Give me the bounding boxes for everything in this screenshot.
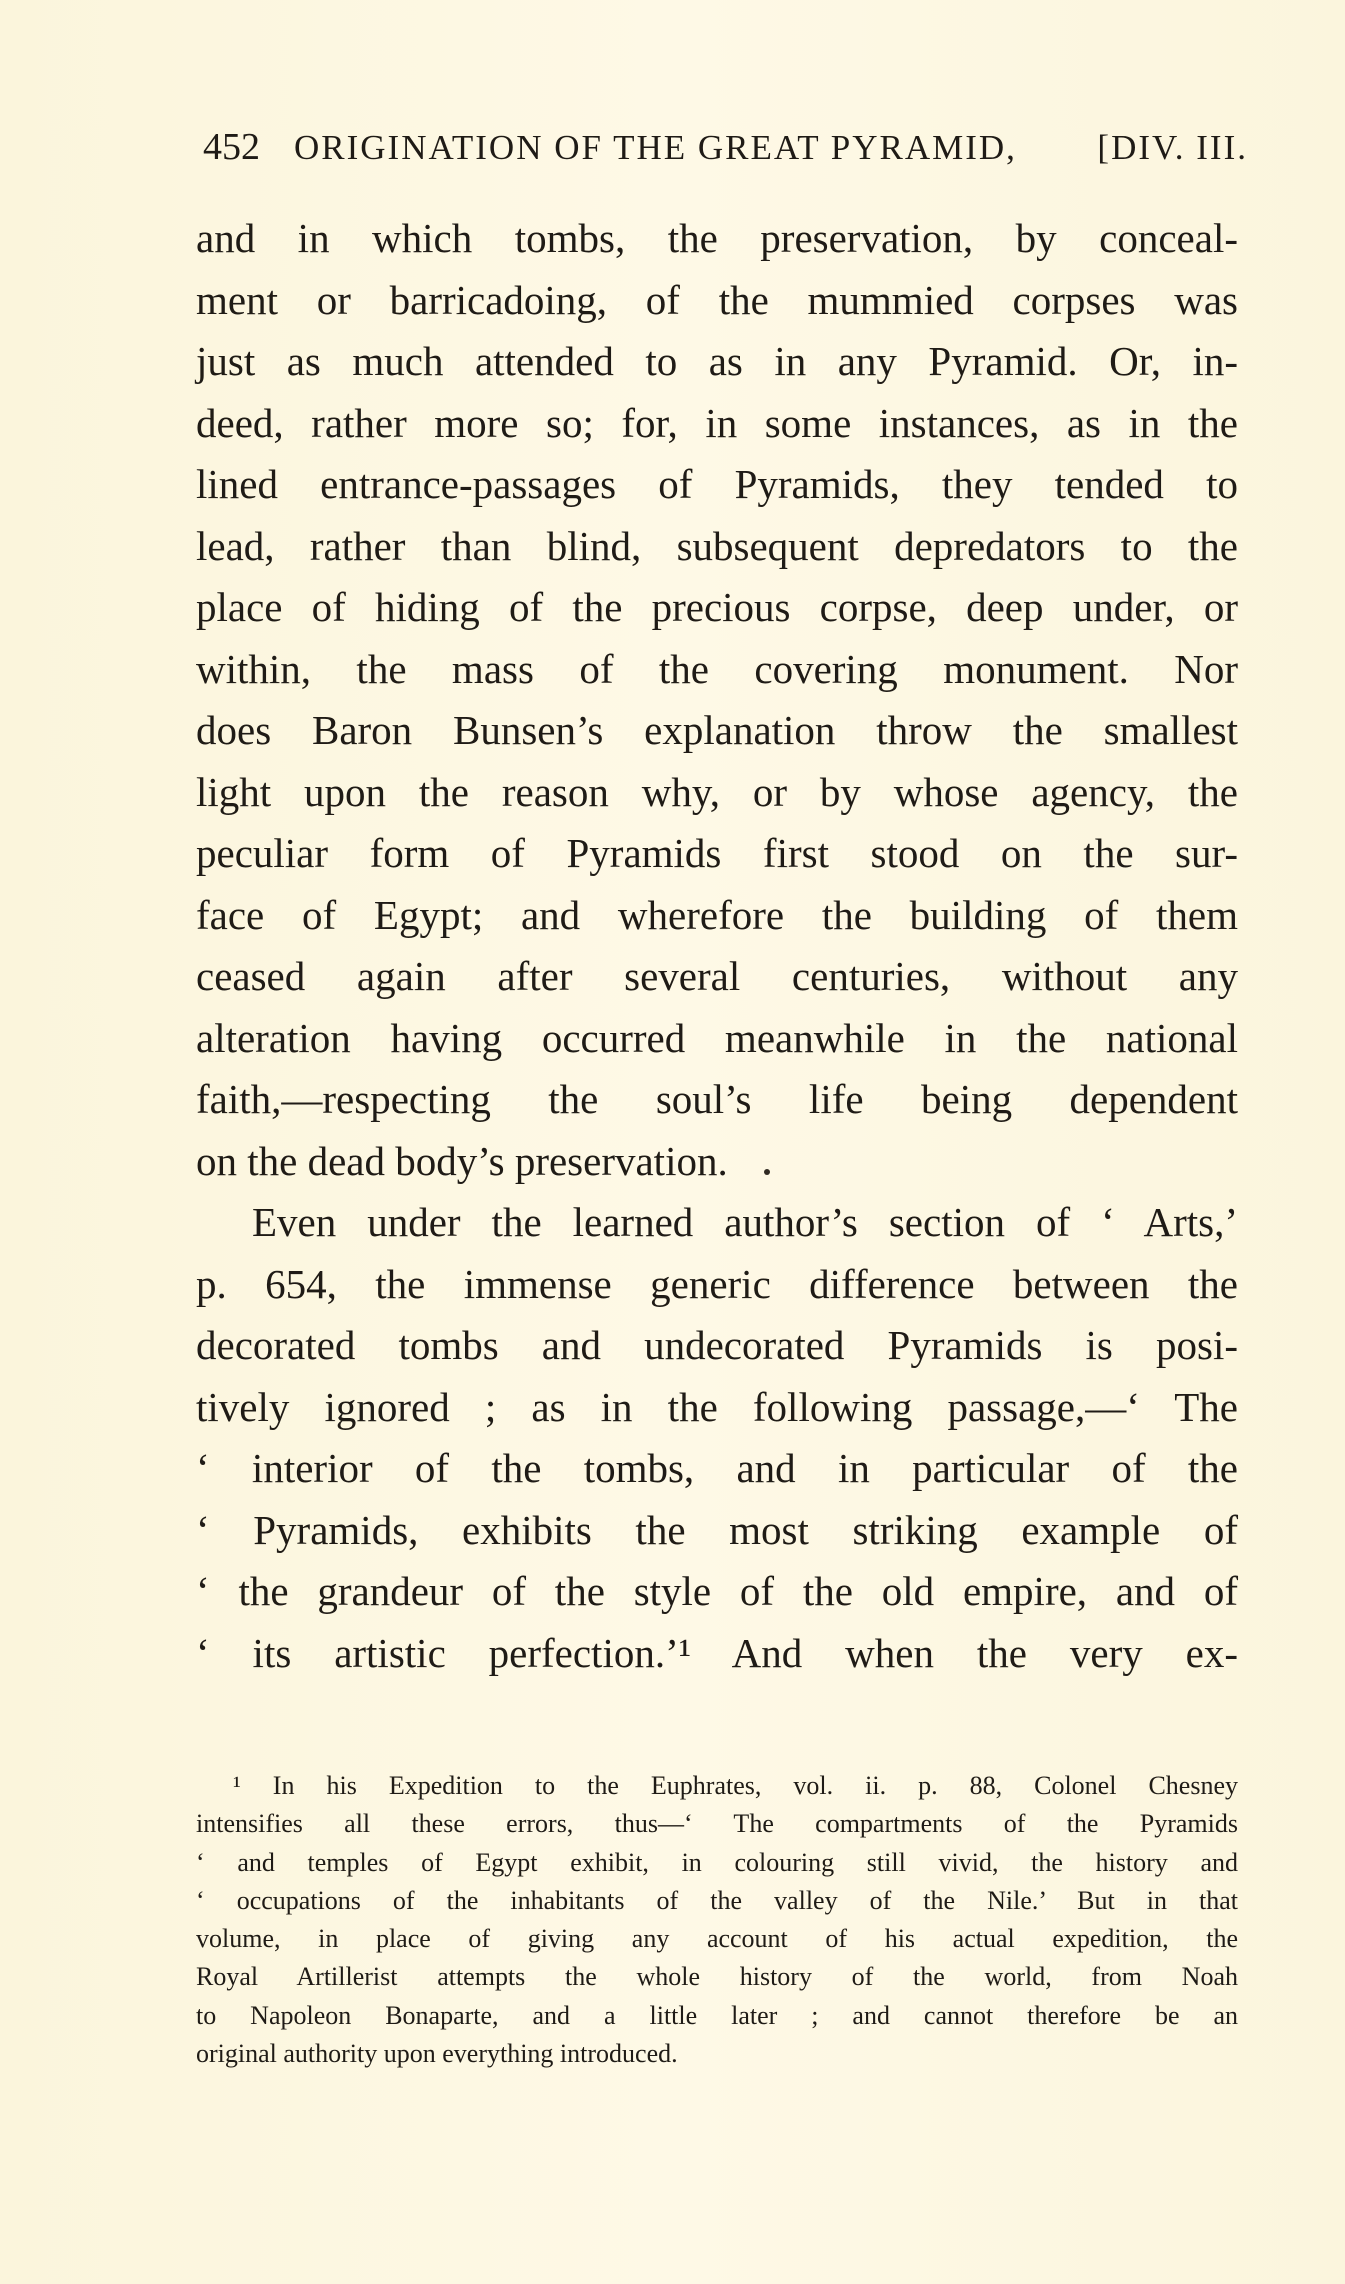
page-number: 452	[203, 126, 260, 168]
text-line-20: tively ignored ; as in the following passage,—‘ The	[196, 1383, 1238, 1430]
footnote-line-7: to Napoleon Bonaparte, and a little later ; and cannot therefore be an	[196, 2000, 1238, 2030]
text-line-16-text: on the dead body’s preservation.	[196, 1137, 728, 1184]
footnote-block	[196, 1767, 1238, 2073]
text-line-19: decorated tombs and undecorated Pyramids is posi-	[196, 1322, 1238, 1368]
text-line-7: place of hiding of the precious corpse, deep under, or	[196, 584, 1238, 630]
footnote-line-4: ‘ occupations of the inhabitants of the valley of the Nile.’ But in that	[196, 1885, 1238, 1915]
text-line-15: faith,—respecting the soul’s life being dependent	[196, 1076, 1238, 1122]
text-line-11: peculiar form of Pyramids first stood on the sur-	[196, 830, 1238, 876]
footnote-line-5: volume, in place of giving any account of his actual expedition, the	[196, 1924, 1238, 1954]
division-label: [DIV. III.	[1097, 128, 1248, 167]
text-line-10: light upon the reason why, or by whose agency, the	[196, 768, 1238, 815]
text-line-13: ceased again after several centuries, without any	[196, 953, 1238, 999]
text-line-8: within, the mass of the covering monument. Nor	[196, 645, 1238, 692]
text-line-18: p. 654, the immense generic difference between the	[196, 1260, 1238, 1307]
text-line-1: and in which tombs, the preservation, by conceal-	[196, 215, 1238, 261]
main-text	[196, 208, 1238, 1684]
footnote-line-2: intensifies all these errors, thus—‘ The compartments of the Pyramids	[196, 1809, 1238, 1839]
text-line-22: ‘ Pyramids, exhibits the most striking example of	[196, 1506, 1238, 1553]
text-line-21: ‘ interior of the tombs, and in particular of the	[196, 1445, 1238, 1491]
text-line-16	[196, 1131, 1238, 1193]
text-line-2: ment or barricadoing, of the mummied corpses was	[196, 276, 1238, 323]
text-line-4: deed, rather more so; for, in some instances, as in the	[196, 399, 1238, 446]
footnote-line-8: original authority upon everything introduced.	[196, 2039, 678, 2069]
text-line-3: just as much attended to as in any Pyramid. Or, in-	[196, 338, 1238, 384]
text-line-23: ‘ the grandeur of the style of the old empire, and of	[196, 1568, 1238, 1614]
footnote-line-1: ¹ In his Expedition to the Euphrates, vol. ii. p. 88, Colonel Chesney	[233, 1771, 1238, 1800]
running-header	[203, 128, 1248, 166]
text-line-12: face of Egypt; and wherefore the building of them	[196, 891, 1238, 938]
text-line-5: lined entrance-passages of Pyramids, they tended to	[196, 461, 1238, 507]
text-line-6: lead, rather than blind, subsequent depredators to the	[196, 522, 1238, 569]
footnote-line-3: ‘ and temples of Egypt exhibit, in colouring still vivid, the history and	[196, 1847, 1238, 1877]
footnote-line-6: Royal Artillerist attempts the whole history of the world, from Noah	[196, 1962, 1238, 1992]
running-title: ORIGINATION OF THE GREAT PYRAMID,	[294, 128, 1017, 167]
paper-speck-mark	[764, 1169, 770, 1175]
text-line-9: does Baron Bunsen’s explanation throw the smallest	[196, 707, 1238, 753]
text-line-14: alteration having occurred meanwhile in the national	[196, 1014, 1238, 1061]
text-line-17: Even under the learned author’s section of ‘ Arts,’	[252, 1199, 1238, 1245]
text-line-24: ‘ its artistic perfection.’¹ And when the very ex-	[196, 1629, 1238, 1676]
